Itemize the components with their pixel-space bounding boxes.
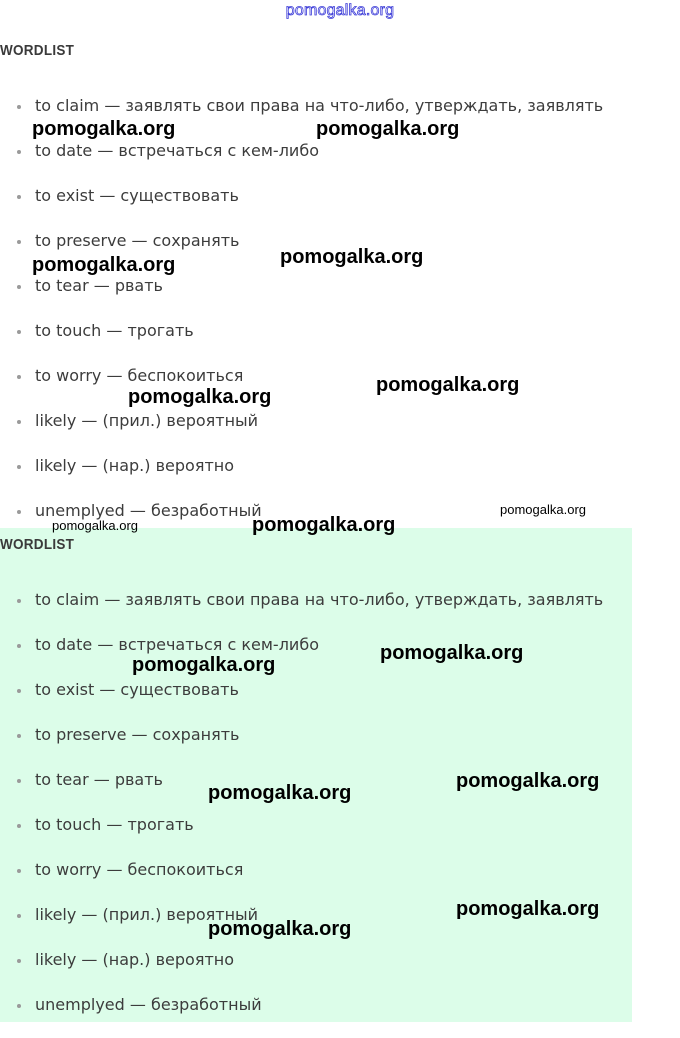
word-entry: to touch — трогать <box>35 815 194 834</box>
bullet-icon <box>17 644 21 648</box>
bullet-icon <box>17 465 21 469</box>
word-entry: to preserve — сохранять <box>35 231 240 250</box>
bullet-icon <box>17 510 21 514</box>
watermark: pomogalka.org <box>380 642 524 664</box>
bullet-icon <box>17 599 21 603</box>
word-entry: likely — (нар.) вероятно <box>35 456 235 475</box>
word-entry: to claim — заявлять свои права на что-либо, утверждать, заявлять <box>35 96 604 115</box>
bullet-icon <box>17 734 21 738</box>
watermark: pomogalka.org <box>208 918 352 940</box>
word-entry: to tear — рвать <box>35 276 163 295</box>
watermark: pomogalka.org <box>128 386 272 408</box>
word-entry: to exist — существовать <box>35 186 239 205</box>
word-entry: to preserve — сохранять <box>35 725 240 744</box>
watermark: pomogalka.org <box>132 654 276 676</box>
word-list <box>0 588 632 1038</box>
bullet-icon <box>17 689 21 693</box>
list-item <box>0 813 632 858</box>
bullet-icon <box>17 150 21 154</box>
section-heading: WORDLIST <box>0 42 75 59</box>
word-entry: unemplyed — безработный <box>35 501 262 520</box>
bullet-icon <box>17 375 21 379</box>
watermark: pomogalka.org <box>456 770 600 792</box>
list-item <box>0 139 632 184</box>
word-entry: to tear — рвать <box>35 770 163 789</box>
word-entry: to date — встречаться с кем-либо <box>35 635 319 654</box>
bullet-icon <box>17 959 21 963</box>
site-title[interactable]: pomogalka.org <box>285 2 395 19</box>
word-list <box>0 94 632 544</box>
watermark: pomogalka.org <box>208 782 352 804</box>
list-item <box>0 184 632 229</box>
watermark: pomogalka.org <box>52 518 138 533</box>
watermark: pomogalka.org <box>316 118 460 140</box>
watermark: pomogalka.org <box>376 374 520 396</box>
list-item <box>0 993 632 1038</box>
bullet-icon <box>17 779 21 783</box>
watermark: pomogalka.org <box>280 246 424 268</box>
list-item <box>0 454 632 499</box>
list-item <box>0 858 632 903</box>
list-item <box>0 723 632 768</box>
list-item <box>0 633 632 678</box>
list-item <box>0 588 632 633</box>
word-entry: likely — (прил.) вероятный <box>35 905 259 924</box>
list-item <box>0 409 632 454</box>
word-entry: to worry — беспокоиться <box>35 860 244 879</box>
word-entry: likely — (нар.) вероятно <box>35 950 235 969</box>
word-entry: unemplyed — безработный <box>35 995 262 1014</box>
list-item <box>0 319 632 364</box>
bullet-icon <box>17 420 21 424</box>
bullet-icon <box>17 824 21 828</box>
word-entry: to touch — трогать <box>35 321 194 340</box>
bullet-icon <box>17 105 21 109</box>
bullet-icon <box>17 195 21 199</box>
wordlist-section-1 <box>0 34 632 528</box>
watermark: pomogalka.org <box>456 898 600 920</box>
bullet-icon <box>17 285 21 289</box>
watermark: pomogalka.org <box>32 254 176 276</box>
list-item <box>0 948 632 993</box>
word-entry: to exist — существовать <box>35 680 239 699</box>
bullet-icon <box>17 330 21 334</box>
list-item <box>0 678 632 723</box>
word-entry: likely — (прил.) вероятный <box>35 411 259 430</box>
word-entry: to date — встречаться с кем-либо <box>35 141 319 160</box>
bullet-icon <box>17 869 21 873</box>
section-heading: WORDLIST <box>0 536 75 553</box>
watermark: pomogalka.org <box>32 118 176 140</box>
list-item <box>0 364 632 409</box>
bullet-icon <box>17 914 21 918</box>
word-entry: to worry — беспокоиться <box>35 366 244 385</box>
bullet-icon <box>17 240 21 244</box>
watermark: pomogalka.org <box>500 502 586 517</box>
bullet-icon <box>17 1004 21 1008</box>
word-entry: to claim — заявлять свои права на что-либо, утверждать, заявлять <box>35 590 604 609</box>
list-item <box>0 274 632 319</box>
watermark: pomogalka.org <box>252 514 396 536</box>
